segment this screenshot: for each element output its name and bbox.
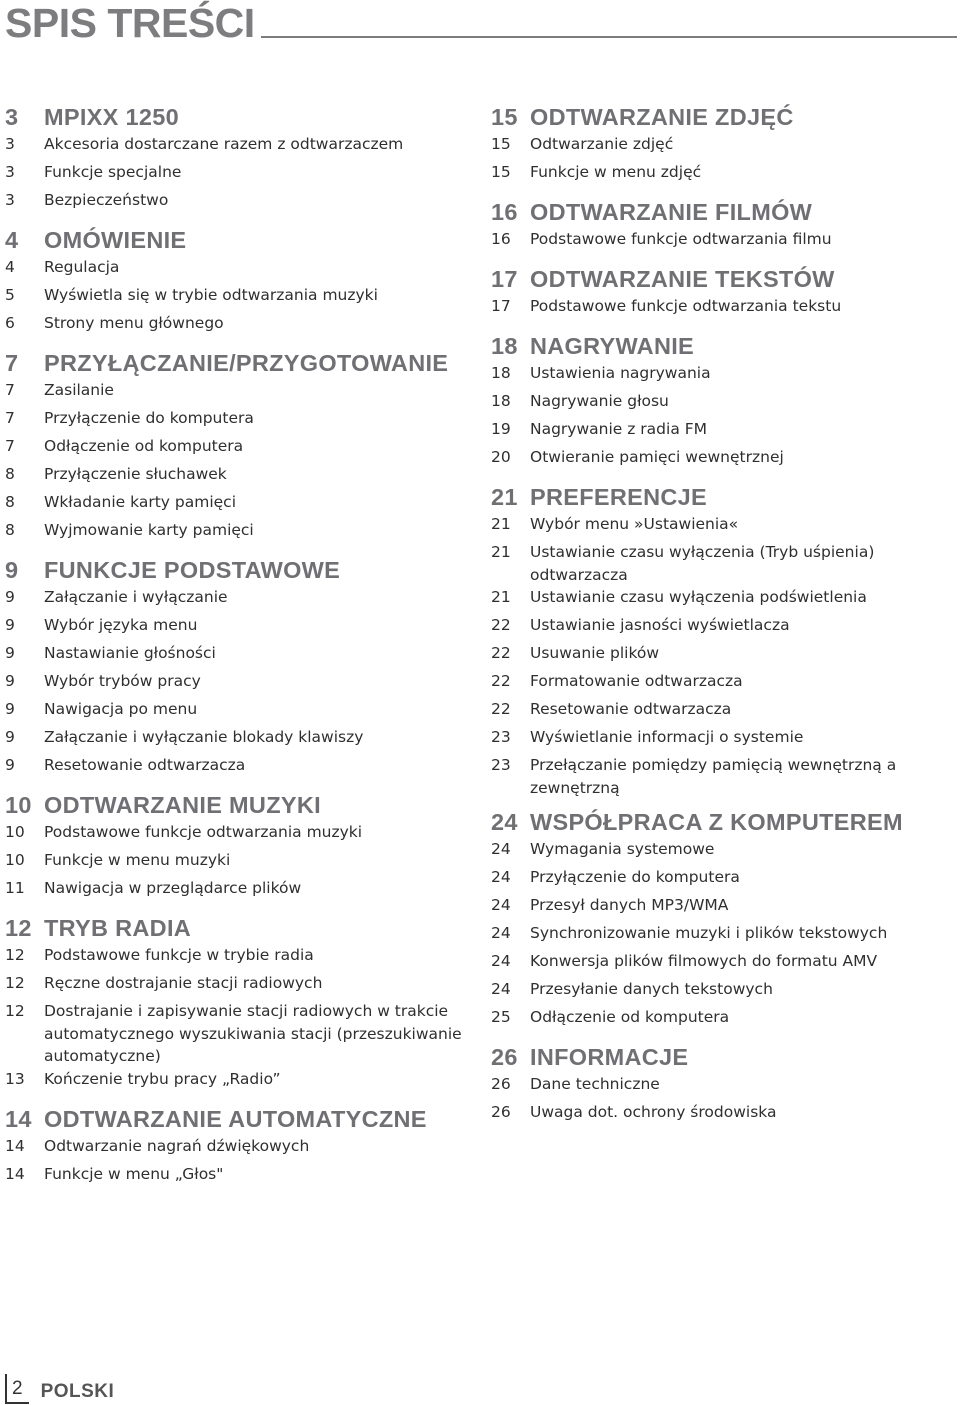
- toc-entry: [491, 1073, 956, 1101]
- entry-text: Przyłączenie słuchawek: [44, 465, 227, 483]
- footer-page-number: 2: [7, 1378, 29, 1404]
- section-page-number: 15: [491, 104, 518, 130]
- entry-page-number: 14: [5, 1164, 25, 1183]
- toc-entry: [491, 362, 956, 390]
- entry-text: Ustawianie czasu wyłączenia podświetlenia: [530, 588, 867, 606]
- section-page-number: 17: [491, 266, 518, 292]
- section-heading: [5, 348, 475, 379]
- toc-entry: [491, 295, 956, 323]
- toc-entry: [5, 821, 475, 849]
- toc-entry: [5, 586, 475, 614]
- toc-entry: [5, 877, 475, 905]
- toc-entry: [5, 849, 475, 877]
- entry-text: Resetowanie odtwarzacza: [530, 700, 732, 718]
- toc-entry: [5, 379, 475, 407]
- section-page-number: 4: [5, 227, 19, 253]
- entry-text: Nastawianie głośności: [44, 644, 216, 662]
- toc-entry: [491, 866, 956, 894]
- toc-entry: [491, 754, 956, 799]
- entry-page-number: 24: [491, 952, 511, 970]
- entry-text: Konwersja plików filmowych do formatu AMV: [530, 952, 878, 970]
- entry-page-number: 21: [491, 588, 511, 606]
- entry-text: Podstawowe funkcje odtwarzania filmu: [530, 230, 832, 248]
- entry-text: Nagrywanie głosu: [530, 392, 669, 410]
- entry-text: Odtwarzanie nagrań dźwiękowych: [44, 1136, 310, 1155]
- toc-entry: [491, 418, 956, 446]
- toc-section: [491, 482, 956, 799]
- entry-text: Resetowanie odtwarzacza: [44, 756, 246, 774]
- toc-entry: [5, 972, 475, 1000]
- section-title: TRYB RADIA: [44, 915, 192, 941]
- entry-page-number: 9: [5, 588, 15, 606]
- entry-page-number: 25: [491, 1008, 511, 1026]
- entry-text: Załączanie i wyłączanie: [44, 588, 228, 606]
- entry-page-number: 9: [5, 672, 15, 690]
- toc-entry: [5, 407, 475, 435]
- entry-page-number: 3: [5, 135, 15, 153]
- toc-entry: [491, 513, 956, 541]
- entry-text: Nagrywanie z radia FM: [530, 420, 708, 438]
- section-heading: [491, 482, 956, 513]
- entry-text: Ustawienia nagrywania: [530, 364, 711, 382]
- toc-entry: [5, 189, 475, 217]
- section-title: PREFERENCJE: [530, 484, 707, 510]
- entry-text: Przełączanie pomiędzy pamięcią wewnętrzną a zewnętrzną: [530, 756, 897, 797]
- toc-section: [5, 790, 475, 905]
- section-page-number: 16: [491, 199, 518, 225]
- entry-page-number: 7: [5, 381, 15, 399]
- toc-left-column: [5, 102, 475, 1199]
- toc-entry: [491, 978, 956, 1006]
- entry-page-number: 9: [5, 756, 15, 774]
- toc-entry: [491, 698, 956, 726]
- entry-page-number: 5: [5, 286, 15, 304]
- toc-section: [5, 555, 475, 782]
- section-heading: [5, 102, 475, 133]
- toc-entry: [491, 390, 956, 418]
- toc-entry: [5, 519, 475, 547]
- entry-page-number: 3: [5, 191, 15, 209]
- entry-page-number: 18: [491, 392, 511, 410]
- entry-text: Funkcje w menu „Głos": [44, 1164, 224, 1183]
- entry-page-number: 23: [491, 756, 511, 774]
- entry-text: Wkładanie karty pamięci: [44, 493, 236, 511]
- toc-entry: [491, 726, 956, 754]
- section-page-number: 21: [491, 484, 518, 510]
- toc-entry: [5, 1135, 475, 1163]
- toc-entry: [5, 698, 475, 726]
- toc-entry: [491, 161, 956, 189]
- entry-page-number: 17: [491, 297, 511, 315]
- entry-text: Odłączenie od komputera: [44, 437, 244, 455]
- toc-entry: [491, 541, 956, 586]
- entry-text: Ustawianie czasu wyłączenia (Tryb uśpienia) odtwarzacza: [530, 543, 875, 584]
- entry-page-number: 7: [5, 437, 15, 455]
- entry-page-number: 8: [5, 493, 15, 511]
- entry-text: Akcesoria dostarczane razem z odtwarzaczem: [44, 135, 404, 153]
- toc-entry: [5, 284, 475, 312]
- entry-text: Uwaga dot. ochrony środowiska: [530, 1103, 777, 1121]
- entry-page-number: 10: [5, 823, 25, 841]
- toc-section: [5, 913, 475, 1096]
- section-page-number: 10: [5, 792, 32, 818]
- entry-text: Synchronizowanie muzyki i plików tekstowych: [530, 924, 888, 942]
- entry-page-number: 14: [5, 1136, 25, 1155]
- toc-entry: [5, 256, 475, 284]
- entry-page-number: 22: [491, 672, 511, 690]
- entry-text: Przyłączenie do komputera: [530, 868, 740, 886]
- entry-text: Strony menu głównego: [44, 314, 224, 332]
- entry-text: Nawigacja w przeglądarce plików: [44, 879, 302, 897]
- section-title: ODTWARZANIE TEKSTÓW: [530, 266, 835, 292]
- entry-text: Przesyłanie danych tekstowych: [530, 980, 773, 998]
- toc-entry: [5, 754, 475, 782]
- toc-entry: [491, 586, 956, 614]
- entry-page-number: 24: [491, 840, 511, 858]
- toc-entry: [491, 670, 956, 698]
- toc-section: [5, 1104, 475, 1191]
- toc-entry: [5, 463, 475, 491]
- entry-page-number: 21: [491, 515, 511, 533]
- section-page-number: 18: [491, 333, 518, 359]
- toc-section: [5, 225, 475, 340]
- entry-page-number: 22: [491, 644, 511, 662]
- entry-page-number: 9: [5, 700, 15, 718]
- toc-entry: [491, 228, 956, 256]
- toc-entry: [5, 435, 475, 463]
- toc-entry: [491, 1101, 956, 1129]
- toc-section: [5, 102, 475, 217]
- section-heading: [491, 102, 956, 133]
- section-page-number: 26: [491, 1044, 518, 1070]
- entry-page-number: 8: [5, 521, 15, 539]
- section-title: ODTWARZANIE MUZYKI: [44, 792, 321, 818]
- section-page-number: 24: [491, 809, 518, 835]
- section-title: ODTWARZANIE FILMÓW: [530, 199, 813, 225]
- entry-page-number: 11: [5, 879, 25, 897]
- toc-entry: [491, 894, 956, 922]
- entry-page-number: 12: [5, 1002, 25, 1020]
- toc-entry: [5, 642, 475, 670]
- entry-text: Dostrajanie i zapisywanie stacji radiowych w trakcie automatycznego wyszukiwania stacji (przeszukiwanie automatyczne): [44, 1002, 462, 1065]
- section-page-number: 3: [5, 104, 19, 130]
- toc-section: [5, 348, 475, 547]
- section-heading: [491, 807, 956, 838]
- section-title: PRZYŁĄCZANIE/PRZYGOTOWANIE: [44, 350, 449, 376]
- section-title: ODTWARZANIE AUTOMATYCZNE: [44, 1105, 427, 1132]
- entry-page-number: 15: [491, 163, 511, 181]
- entry-page-number: 24: [491, 924, 511, 942]
- toc-entry: [491, 1006, 956, 1034]
- entry-page-number: 13: [5, 1069, 25, 1088]
- section-page-number: 7: [5, 350, 19, 376]
- section-heading: [491, 331, 956, 362]
- toc-section: [491, 807, 956, 1034]
- entry-text: Nawigacja po menu: [44, 700, 198, 718]
- page-footer: [5, 1372, 114, 1404]
- toc-section: [491, 197, 956, 256]
- entry-page-number: 19: [491, 420, 511, 438]
- entry-page-number: 24: [491, 868, 511, 886]
- entry-text: Kończenie trybu pracy „Radio”: [44, 1069, 281, 1088]
- entry-page-number: 23: [491, 728, 511, 746]
- entry-text: Funkcje w menu zdjęć: [530, 163, 702, 181]
- entry-text: Wyświetla się w trybie odtwarzania muzyki: [44, 286, 378, 304]
- section-page-number: 9: [5, 557, 19, 583]
- entry-text: Bezpieczeństwo: [44, 191, 169, 209]
- entry-text: Załączanie i wyłączanie blokady klawiszy: [44, 728, 364, 746]
- toc-section: [491, 264, 956, 323]
- entry-text: Otwieranie pamięci wewnętrznej: [530, 448, 784, 466]
- section-heading: [491, 1042, 956, 1073]
- entry-page-number: 7: [5, 409, 15, 427]
- entry-text: Przyłączenie do komputera: [44, 409, 254, 427]
- toc-entry: [5, 944, 475, 972]
- toc-entry: [491, 446, 956, 474]
- toc-entry: [491, 642, 956, 670]
- section-title: INFORMACJE: [530, 1044, 689, 1070]
- entry-page-number: 24: [491, 896, 511, 914]
- toc-section: [491, 1042, 956, 1129]
- section-title: WSPÓŁPRACA Z KOMPUTEREM: [530, 809, 903, 835]
- entry-page-number: 6: [5, 314, 15, 332]
- entry-text: Podstawowe funkcje odtwarzania muzyki: [44, 823, 363, 841]
- entry-text: Wybór języka menu: [44, 616, 198, 634]
- entry-page-number: 16: [491, 230, 511, 248]
- entry-text: Przesył danych MP3/WMA: [530, 896, 729, 914]
- section-page-number: 14: [5, 1105, 32, 1132]
- entry-page-number: 18: [491, 364, 511, 382]
- entry-page-number: 22: [491, 700, 511, 718]
- toc-entry: [5, 670, 475, 698]
- entry-text: Wybór trybów pracy: [44, 672, 201, 690]
- entry-text: Podstawowe funkcje odtwarzania tekstu: [530, 297, 842, 315]
- entry-page-number: 26: [491, 1103, 511, 1121]
- entry-page-number: 12: [5, 946, 25, 964]
- entry-text: Wybór menu »Ustawienia«: [530, 515, 739, 533]
- section-heading: [5, 225, 475, 256]
- toc-entry: [5, 726, 475, 754]
- toc-entry: [5, 133, 475, 161]
- entry-page-number: 9: [5, 616, 15, 634]
- section-title: FUNKCJE PODSTAWOWE: [44, 557, 341, 583]
- section-heading: [491, 197, 956, 228]
- entry-text: Ręczne dostrajanie stacji radiowych: [44, 974, 323, 992]
- entry-page-number: 9: [5, 728, 15, 746]
- entry-text: Wymagania systemowe: [530, 840, 715, 858]
- entry-text: Ustawianie jasności wyświetlacza: [530, 616, 790, 634]
- toc-entry: [5, 312, 475, 340]
- section-heading: [5, 913, 475, 944]
- entry-text: Regulacja: [44, 258, 120, 276]
- entry-page-number: 10: [5, 851, 25, 869]
- toc-entry: [5, 1068, 475, 1096]
- section-page-number: 12: [5, 915, 32, 941]
- toc-section: [491, 102, 956, 189]
- section-heading: [491, 264, 956, 295]
- entry-text: Dane techniczne: [530, 1075, 660, 1093]
- title-rule: [261, 36, 957, 38]
- page-header: [5, 0, 957, 50]
- entry-text: Wyjmowanie karty pamięci: [44, 521, 254, 539]
- footer-language: POLSKI: [40, 1381, 115, 1402]
- entry-text: Funkcje w menu muzyki: [44, 851, 231, 869]
- toc-entry: [491, 838, 956, 866]
- entry-page-number: 22: [491, 616, 511, 634]
- toc-entry: [491, 133, 956, 161]
- entry-page-number: 4: [5, 258, 15, 276]
- entry-page-number: 15: [491, 135, 511, 153]
- page-title: SPIS TREŚCI: [5, 0, 255, 46]
- entry-text: Zasilanie: [44, 381, 114, 399]
- section-heading: [5, 1104, 475, 1135]
- entry-text: Odtwarzanie zdjęć: [530, 135, 674, 153]
- section-title: NAGRYWANIE: [530, 333, 695, 359]
- entry-text: Wyświetlanie informacji o systemie: [530, 728, 804, 746]
- entry-text: Formatowanie odtwarzacza: [530, 672, 743, 690]
- section-heading: [5, 555, 475, 586]
- entry-page-number: 24: [491, 980, 511, 998]
- entry-text: Funkcje specjalne: [44, 163, 182, 181]
- section-heading: [5, 790, 475, 821]
- section-title: OMÓWIENIE: [44, 227, 187, 253]
- entry-page-number: 26: [491, 1075, 511, 1093]
- entry-page-number: 21: [491, 543, 511, 561]
- toc-entry: [491, 950, 956, 978]
- entry-text: Usuwanie plików: [530, 644, 660, 662]
- toc-entry: [491, 922, 956, 950]
- entry-page-number: 9: [5, 644, 15, 662]
- toc-entry: [491, 614, 956, 642]
- toc-right-column: [491, 102, 956, 1137]
- toc-entry: [5, 1000, 475, 1068]
- entry-page-number: 8: [5, 465, 15, 483]
- toc-entry: [5, 161, 475, 189]
- entry-page-number: 12: [5, 974, 25, 992]
- entry-page-number: 3: [5, 163, 15, 181]
- section-title: MPIXX 1250: [44, 104, 179, 130]
- section-title: ODTWARZANIE ZDJĘĆ: [530, 104, 794, 130]
- toc-entry: [5, 1163, 475, 1191]
- entry-text: Odłączenie od komputera: [530, 1008, 730, 1026]
- entry-text: Podstawowe funkcje w trybie radia: [44, 946, 314, 964]
- toc-entry: [5, 491, 475, 519]
- toc-entry: [5, 614, 475, 642]
- entry-page-number: 20: [491, 448, 511, 466]
- toc-section: [491, 331, 956, 474]
